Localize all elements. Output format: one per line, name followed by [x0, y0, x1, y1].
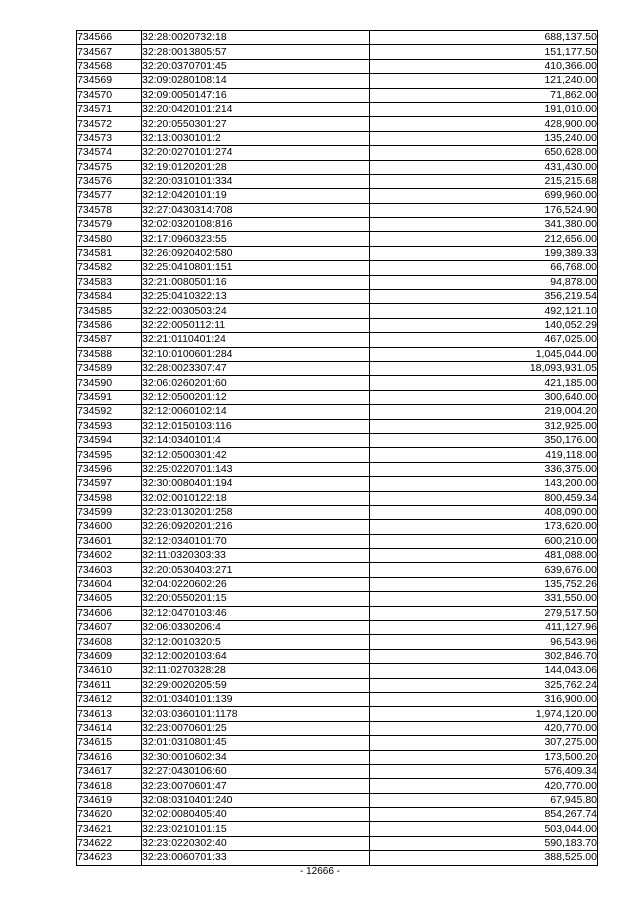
amount-cell: 191,010.00	[370, 102, 598, 116]
table-row	[77, 577, 598, 591]
table-row	[77, 246, 598, 260]
amount-cell: 688,137.50	[370, 31, 598, 45]
amount-cell: 302,846.70	[370, 649, 598, 663]
row-id-cell: 734577	[77, 189, 142, 203]
cadastral-number-cell: 32:23:0130201:258	[142, 505, 370, 519]
cadastral-number-cell: 32:03:0360101:1178	[142, 707, 370, 721]
table-row	[77, 808, 598, 822]
amount-cell: 350,176.00	[370, 433, 598, 447]
amount-cell: 199,389.33	[370, 246, 598, 260]
cadastral-number-cell: 32:20:0310101:334	[142, 174, 370, 188]
row-id-cell: 734593	[77, 419, 142, 433]
amount-cell: 18,093,931.05	[370, 361, 598, 375]
table-row	[77, 592, 598, 606]
table-row	[77, 606, 598, 620]
amount-cell: 140,052.29	[370, 318, 598, 332]
cadastral-number-cell: 32:20:0550301:27	[142, 117, 370, 131]
amount-cell: 420,770.00	[370, 721, 598, 735]
table-row	[77, 376, 598, 390]
row-id-cell: 734588	[77, 347, 142, 361]
cadastral-number-cell: 32:12:0500201:12	[142, 390, 370, 404]
cadastral-number-cell: 32:23:0210101:15	[142, 822, 370, 836]
cadastral-number-cell: 32:08:0310401:240	[142, 793, 370, 807]
row-id-cell: 734618	[77, 779, 142, 793]
row-id-cell: 734581	[77, 246, 142, 260]
amount-cell: 215,215.68	[370, 174, 598, 188]
amount-cell: 144,043.06	[370, 664, 598, 678]
cadastral-number-cell: 32:21:0110401:24	[142, 333, 370, 347]
table-row	[77, 448, 598, 462]
amount-cell: 316,900.00	[370, 692, 598, 706]
row-id-cell: 734607	[77, 621, 142, 635]
row-id-cell: 734608	[77, 635, 142, 649]
table-row	[77, 304, 598, 318]
table-row	[77, 534, 598, 548]
row-id-cell: 734592	[77, 405, 142, 419]
cadastral-number-cell: 32:27:0430314:708	[142, 203, 370, 217]
amount-cell: 173,620.00	[370, 520, 598, 534]
row-id-cell: 734606	[77, 606, 142, 620]
row-id-cell: 734570	[77, 88, 142, 102]
table-row	[77, 45, 598, 59]
amount-cell: 300,640.00	[370, 390, 598, 404]
cadastral-number-cell: 32:26:0920201:216	[142, 520, 370, 534]
row-id-cell: 734587	[77, 333, 142, 347]
amount-cell: 1,974,120.00	[370, 707, 598, 721]
cadastral-number-cell: 32:06:0260201:60	[142, 376, 370, 390]
cadastral-number-cell: 32:20:0530403:271	[142, 563, 370, 577]
row-id-cell: 734568	[77, 59, 142, 73]
row-id-cell: 734583	[77, 275, 142, 289]
row-id-cell: 734594	[77, 433, 142, 447]
cadastral-number-cell: 32:20:0370701:45	[142, 59, 370, 73]
cadastral-number-cell: 32:12:0470103:46	[142, 606, 370, 620]
amount-cell: 492,121.10	[370, 304, 598, 318]
table-row	[77, 218, 598, 232]
table-row	[77, 419, 598, 433]
amount-cell: 66,768.00	[370, 261, 598, 275]
amount-cell: 341,380.00	[370, 218, 598, 232]
table-row	[77, 678, 598, 692]
table-row	[77, 721, 598, 735]
table-row	[77, 822, 598, 836]
table-row	[77, 318, 598, 332]
row-id-cell: 734613	[77, 707, 142, 721]
amount-cell: 800,459.34	[370, 491, 598, 505]
cadastral-number-cell: 32:12:0150103:116	[142, 419, 370, 433]
cadastral-number-cell: 32:14:0340101:4	[142, 433, 370, 447]
table-row	[77, 779, 598, 793]
amount-cell: 143,200.00	[370, 477, 598, 491]
row-id-cell: 734599	[77, 505, 142, 519]
table-row	[77, 707, 598, 721]
table-row	[77, 102, 598, 116]
amount-cell: 307,275.00	[370, 736, 598, 750]
amount-cell: 219,004.20	[370, 405, 598, 419]
table-row	[77, 333, 598, 347]
table-row	[77, 290, 598, 304]
row-id-cell: 734580	[77, 232, 142, 246]
row-id-cell: 734571	[77, 102, 142, 116]
cadastral-value-table	[76, 30, 598, 866]
cadastral-number-cell: 32:01:0310801:45	[142, 736, 370, 750]
table-row	[77, 146, 598, 160]
amount-cell: 173,500.20	[370, 750, 598, 764]
cadastral-number-cell: 32:13:0030101:2	[142, 131, 370, 145]
row-id-cell: 734586	[77, 318, 142, 332]
row-id-cell: 734603	[77, 563, 142, 577]
cadastral-number-cell: 32:09:0050147:16	[142, 88, 370, 102]
row-id-cell: 734598	[77, 491, 142, 505]
cadastral-number-cell: 32:30:0010602:34	[142, 750, 370, 764]
amount-cell: 590,183.70	[370, 836, 598, 850]
amount-cell: 411,127.96	[370, 621, 598, 635]
table-row	[77, 491, 598, 505]
amount-cell: 94,878.00	[370, 275, 598, 289]
amount-cell: 336,375.00	[370, 462, 598, 476]
cadastral-number-cell: 32:12:0010320:5	[142, 635, 370, 649]
table-row	[77, 851, 598, 865]
amount-cell: 388,525.00	[370, 851, 598, 865]
table-row	[77, 390, 598, 404]
table-row	[77, 275, 598, 289]
table-row	[77, 750, 598, 764]
amount-cell: 71,862.00	[370, 88, 598, 102]
row-id-cell: 734591	[77, 390, 142, 404]
row-id-cell: 734600	[77, 520, 142, 534]
table-row	[77, 692, 598, 706]
amount-cell: 410,366.00	[370, 59, 598, 73]
amount-cell: 356,219.54	[370, 290, 598, 304]
cadastral-number-cell: 32:10:0100601:284	[142, 347, 370, 361]
row-id-cell: 734622	[77, 836, 142, 850]
cadastral-number-cell: 32:23:0060701:33	[142, 851, 370, 865]
cadastral-number-cell: 32:22:0050112:11	[142, 318, 370, 332]
cadastral-number-cell: 32:25:0410801:151	[142, 261, 370, 275]
amount-cell: 428,900.00	[370, 117, 598, 131]
cadastral-number-cell: 32:30:0080401:194	[142, 477, 370, 491]
row-id-cell: 734597	[77, 477, 142, 491]
table-row	[77, 764, 598, 778]
table-row	[77, 462, 598, 476]
cadastral-number-cell: 32:23:0220302:40	[142, 836, 370, 850]
amount-cell: 279,517.50	[370, 606, 598, 620]
amount-cell: 503,044.00	[370, 822, 598, 836]
table-row	[77, 477, 598, 491]
row-id-cell: 734617	[77, 764, 142, 778]
amount-cell: 135,240.00	[370, 131, 598, 145]
page-number: - 12666 -	[299, 866, 341, 877]
table-row	[77, 74, 598, 88]
row-id-cell: 734621	[77, 822, 142, 836]
row-id-cell: 734595	[77, 448, 142, 462]
row-id-cell: 734602	[77, 549, 142, 563]
row-id-cell: 734576	[77, 174, 142, 188]
table-row	[77, 261, 598, 275]
cadastral-number-cell: 32:04:0220602:26	[142, 577, 370, 591]
row-id-cell: 734596	[77, 462, 142, 476]
cadastral-number-cell: 32:06:0330206:4	[142, 621, 370, 635]
row-id-cell: 734605	[77, 592, 142, 606]
cadastral-number-cell: 32:17:0960323:55	[142, 232, 370, 246]
cadastral-number-cell: 32:26:0920402:580	[142, 246, 370, 260]
amount-cell: 420,770.00	[370, 779, 598, 793]
table-body	[77, 31, 598, 866]
row-id-cell: 734573	[77, 131, 142, 145]
amount-cell: 639,676.00	[370, 563, 598, 577]
amount-cell: 467,025.00	[370, 333, 598, 347]
amount-cell: 600,210.00	[370, 534, 598, 548]
row-id-cell: 734566	[77, 31, 142, 45]
cadastral-number-cell: 32:28:0023307:47	[142, 361, 370, 375]
row-id-cell: 734609	[77, 649, 142, 663]
table-row	[77, 59, 598, 73]
amount-cell: 576,409.34	[370, 764, 598, 778]
table-row	[77, 520, 598, 534]
amount-cell: 854,267.74	[370, 808, 598, 822]
cadastral-number-cell: 32:27:0430106:60	[142, 764, 370, 778]
cadastral-number-cell: 32:11:0270328:28	[142, 664, 370, 678]
table-row	[77, 635, 598, 649]
cadastral-number-cell: 32:12:0420101:19	[142, 189, 370, 203]
amount-cell: 699,960.00	[370, 189, 598, 203]
amount-cell: 96,543.96	[370, 635, 598, 649]
table-row	[77, 649, 598, 663]
cadastral-number-cell: 32:12:0500301:42	[142, 448, 370, 462]
row-id-cell: 734567	[77, 45, 142, 59]
amount-cell: 325,762.24	[370, 678, 598, 692]
table-row	[77, 433, 598, 447]
row-id-cell: 734620	[77, 808, 142, 822]
row-id-cell: 734612	[77, 692, 142, 706]
amount-cell: 176,524.90	[370, 203, 598, 217]
row-id-cell: 734616	[77, 750, 142, 764]
row-id-cell: 734575	[77, 160, 142, 174]
amount-cell: 408,090.00	[370, 505, 598, 519]
row-id-cell: 734572	[77, 117, 142, 131]
amount-cell: 121,240.00	[370, 74, 598, 88]
table-row	[77, 361, 598, 375]
cadastral-number-cell: 32:12:0340101:70	[142, 534, 370, 548]
table-row	[77, 174, 598, 188]
row-id-cell: 734589	[77, 361, 142, 375]
row-id-cell: 734578	[77, 203, 142, 217]
amount-cell: 1,045,044.00	[370, 347, 598, 361]
cadastral-number-cell: 32:23:0070601:47	[142, 779, 370, 793]
row-id-cell: 734615	[77, 736, 142, 750]
row-id-cell: 734610	[77, 664, 142, 678]
cadastral-number-cell: 32:21:0080501:16	[142, 275, 370, 289]
amount-cell: 431,430.00	[370, 160, 598, 174]
table-row	[77, 232, 598, 246]
amount-cell: 481,088.00	[370, 549, 598, 563]
cadastral-number-cell: 32:02:0320108:816	[142, 218, 370, 232]
amount-cell: 135,752.26	[370, 577, 598, 591]
table-row	[77, 189, 598, 203]
table-row	[77, 549, 598, 563]
amount-cell: 331,550.00	[370, 592, 598, 606]
cadastral-number-cell: 32:28:0020732:18	[142, 31, 370, 45]
amount-cell: 151,177.50	[370, 45, 598, 59]
cadastral-number-cell: 32:12:0020103:64	[142, 649, 370, 663]
row-id-cell: 734619	[77, 793, 142, 807]
amount-cell: 67,945.80	[370, 793, 598, 807]
table-row	[77, 131, 598, 145]
table-row	[77, 88, 598, 102]
amount-cell: 650,628.00	[370, 146, 598, 160]
table-row	[77, 160, 598, 174]
row-id-cell: 734614	[77, 721, 142, 735]
cadastral-number-cell: 32:28:0013805:57	[142, 45, 370, 59]
cadastral-number-cell: 32:11:0320303:33	[142, 549, 370, 563]
row-id-cell: 734579	[77, 218, 142, 232]
cadastral-number-cell: 32:19:0120201:28	[142, 160, 370, 174]
table-row	[77, 736, 598, 750]
cadastral-number-cell: 32:02:0010122:18	[142, 491, 370, 505]
row-id-cell: 734582	[77, 261, 142, 275]
cadastral-number-cell: 32:20:0550201:15	[142, 592, 370, 606]
row-id-cell: 734584	[77, 290, 142, 304]
cadastral-number-cell: 32:12:0060102:14	[142, 405, 370, 419]
table-row	[77, 405, 598, 419]
cadastral-number-cell: 32:02:0080405:40	[142, 808, 370, 822]
row-id-cell: 734601	[77, 534, 142, 548]
table-row	[77, 117, 598, 131]
row-id-cell: 734611	[77, 678, 142, 692]
cadastral-number-cell: 32:01:0340101:139	[142, 692, 370, 706]
cadastral-number-cell: 32:25:0410322:13	[142, 290, 370, 304]
table-row	[77, 203, 598, 217]
table-row	[77, 31, 598, 45]
table-row	[77, 621, 598, 635]
amount-cell: 421,185.00	[370, 376, 598, 390]
cadastral-number-cell: 32:29:0020205:59	[142, 678, 370, 692]
table-row	[77, 793, 598, 807]
row-id-cell: 734604	[77, 577, 142, 591]
cadastral-number-cell: 32:25:0220701:143	[142, 462, 370, 476]
row-id-cell: 734590	[77, 376, 142, 390]
table-row	[77, 505, 598, 519]
cadastral-number-cell: 32:20:0270101:274	[142, 146, 370, 160]
table-row	[77, 563, 598, 577]
amount-cell: 212,656.00	[370, 232, 598, 246]
cadastral-number-cell: 32:23:0070601:25	[142, 721, 370, 735]
amount-cell: 419,118.00	[370, 448, 598, 462]
row-id-cell: 734569	[77, 74, 142, 88]
row-id-cell: 734585	[77, 304, 142, 318]
cadastral-number-cell: 32:09:0280108:14	[142, 74, 370, 88]
table-row	[77, 836, 598, 850]
cadastral-number-cell: 32:20:0420101:214	[142, 102, 370, 116]
row-id-cell: 734574	[77, 146, 142, 160]
table-row	[77, 664, 598, 678]
table-row	[77, 347, 598, 361]
row-id-cell: 734623	[77, 851, 142, 865]
amount-cell: 312,925.00	[370, 419, 598, 433]
cadastral-number-cell: 32:22:0030503:24	[142, 304, 370, 318]
